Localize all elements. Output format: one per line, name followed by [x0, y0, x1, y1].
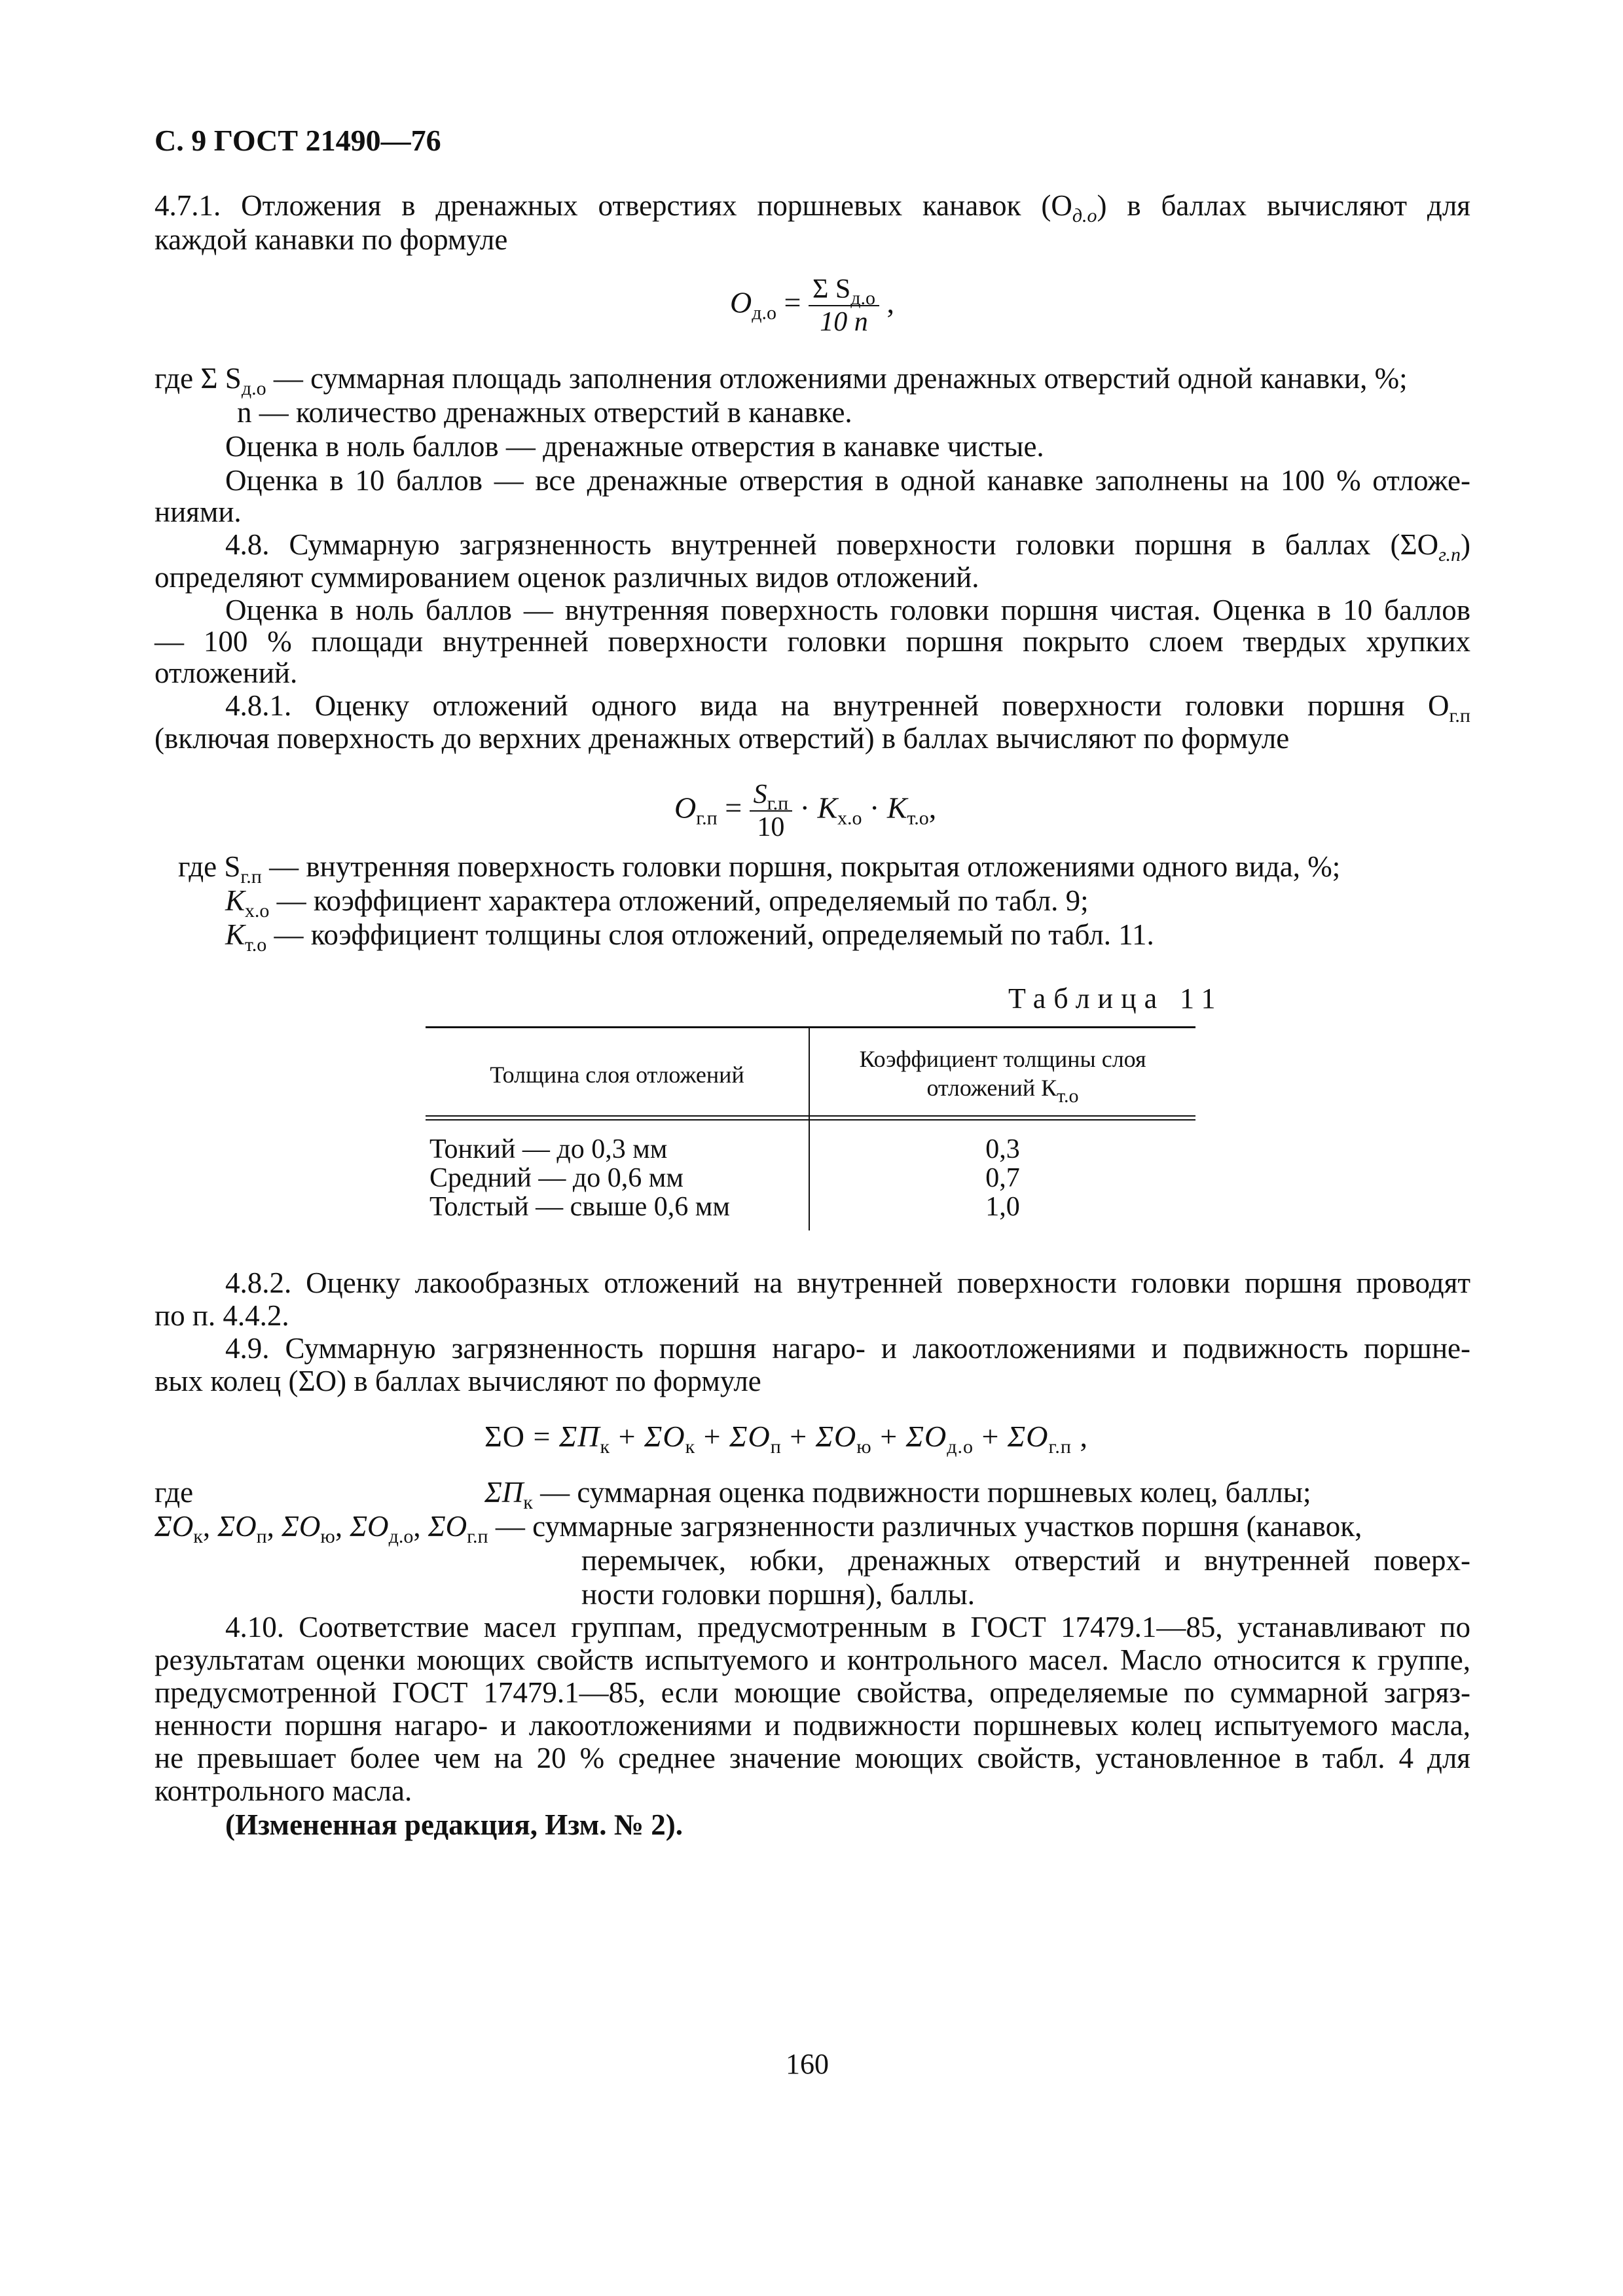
- formula-legend-label: где: [155, 1476, 194, 1509]
- paragraph-4-10-line: не превышает более чем на 20 % среднее значение моющих свойств, установленное в табл. 4 для: [155, 1742, 1470, 1774]
- paragraph-4-9-line: вых колец (ΣО) в баллах вычисляют по формуле: [155, 1365, 761, 1397]
- paragraph-4-7-1-line: 4.7.1. Отложения в дренажных отверстиях поршневых канавок $(О_{д.о})$ в баллах вычисляют для: [155, 189, 1470, 226]
- paragraph-4-8-2-line: по п. 4.4.2.: [155, 1299, 289, 1332]
- paragraph-4-9-line: 4.9. Суммарную загрязненность поршня нагаро- и лакоотложениями и подвижность поршне-: [225, 1332, 1470, 1365]
- amendment-note: (Измененная редакция, Изм. № 2).: [225, 1808, 684, 1841]
- table-cell-coefficient: 1,0: [985, 1192, 1020, 1222]
- table-cell-thickness: Средний — до 0,6 мм: [429, 1163, 684, 1193]
- paragraph-line: отложений.: [155, 656, 298, 689]
- formula-legend-line: где $S_{г.п}$ — внутренняя поверхность головки поршня, покрытая отложениями одного вида, %;: [178, 850, 1341, 888]
- paragraph-4-10-line: ненности поршня нагаро- и лакоотложениями и подвижности поршневых колец испытуемого масла,: [155, 1709, 1470, 1742]
- formula-legend-line: ности головки поршня), баллы.: [581, 1578, 975, 1611]
- paragraph-line: — 100 % площади внутренней поверхности головки поршня покрыто слоем твердых хрупких: [155, 625, 1470, 658]
- formula-legend-line: перемычек, юбки, дренажных отверстий и внутренней поверх-: [581, 1544, 1470, 1577]
- paragraph-line: ниями.: [155, 495, 242, 528]
- paragraph-4-8-1-line: 4.8.1. Оценку отложений одного вида на внутренней поверхности головки поршня $О_{г.п}$: [225, 689, 1470, 726]
- formula-legend-line: $К_{х.о}$ — коэффициент характера отложений, определяемый по табл. 9;: [225, 884, 1089, 922]
- paragraph-4-10-line: предусмотренной ГОСТ 17479.1—85, если моющие свойства, определяемые по суммарной загряз-: [155, 1676, 1470, 1709]
- table-header-thickness: Толщина слоя отложений: [490, 1062, 744, 1088]
- paragraph-4-8-line: 4.8. Суммарную загрязненность внутренней поверхности головки поршня в баллах $(\Sigma О_{г.п})$: [225, 528, 1470, 565]
- formula-drain-deposits: $О_{д.о}$ = $\frac{\Sigma S_{д.о}}{10 n}$ ,: [730, 274, 895, 337]
- formula-legend-line: $\Sigma О_к$, $\Sigma О_п$, $\Sigma О_ю$, $\Sigma О_{д.о}$, $\Sigma О_{г.п}$ — суммарные загрязненности различных участков поршня (канавок,: [155, 1510, 1362, 1547]
- formula-legend-line: где Σ $S_{д.о}$ — суммарная площадь заполнения отложениями дренажных отверстий одной канавки, %;: [155, 362, 1408, 399]
- table-cell-coefficient: 0,3: [985, 1134, 1020, 1164]
- formula-head-deposits: $О_{г.п}$ = $\frac{S_{г.п}}{10}$ · $К_{х.о} \cdot К_{т.о}$,: [674, 780, 937, 842]
- table-top-rule: [426, 1026, 1195, 1028]
- formula-legend-line: $К_{т.о}$ — коэффициент толщины слоя отложений, определяемый по табл. 11.: [225, 918, 1154, 956]
- table-cell-coefficient: 0,7: [985, 1163, 1020, 1193]
- paragraph-4-7-1-line: каждой канавки по формуле: [155, 223, 508, 256]
- paragraph-line: Оценка в ноль баллов — дренажные отверстия в канавке чистые.: [225, 430, 1044, 463]
- table-cell-thickness: Тонкий — до 0,3 мм: [429, 1134, 668, 1164]
- paragraph-4-10-line: результатам оценки моющих свойств испытуемого и контрольного масел. Масло относится к группе,: [155, 1643, 1470, 1676]
- formula-legend-line: n — количество дренажных отверстий в канавке.: [237, 396, 852, 429]
- paragraph-4-8-line: определяют суммированием оценок различных видов отложений.: [155, 561, 979, 594]
- formula-legend-line: $\Sigma П_к$ — суммарная оценка подвижности поршневых колец, баллы;: [484, 1476, 1311, 1513]
- page-header: С. 9 ГОСТ 21490—76: [155, 124, 441, 157]
- paragraph-4-8-2-line: 4.8.2. Оценку лакообразных отложений на внутренней поверхности головки поршня проводят: [225, 1266, 1470, 1299]
- table-header-rule: [426, 1115, 1195, 1117]
- table-header-coefficient: Коэффициент толщины слоя отложений $К_{т.о}$: [859, 1046, 1146, 1107]
- paragraph-4-8-1-line: (включая поверхность до верхних дренажных отверстий) в баллах вычисляют по формуле: [155, 722, 1290, 755]
- paragraph-4-10-line: 4.10. Соответствие масел группам, предусмотренным в ГОСТ 17479.1—85, устанавливают по: [225, 1611, 1470, 1643]
- table-caption: Таблица 11: [1008, 982, 1224, 1014]
- table-cell-thickness: Толстый — свыше 0,6 мм: [429, 1192, 730, 1222]
- table-header-rule: [426, 1119, 1195, 1121]
- paragraph-line: Оценка в 10 баллов — все дренажные отверстия в одной канавке заполнены на 100 % отложе-: [225, 464, 1470, 497]
- formula-total-contamination: $\Sigma О = \Sigma П_к + \Sigma О_к + \Sigma О_п + \Sigma О_ю + \Sigma О_{д.о} + \Sigma О_{г.п}$ ,: [484, 1420, 1088, 1458]
- page-number: 160: [786, 2048, 829, 2080]
- paragraph-line: Оценка в ноль баллов — внутренняя поверхность головки поршня чистая. Оценка в 10 баллов: [225, 594, 1470, 626]
- paragraph-4-10-line: контрольного масла.: [155, 1774, 412, 1807]
